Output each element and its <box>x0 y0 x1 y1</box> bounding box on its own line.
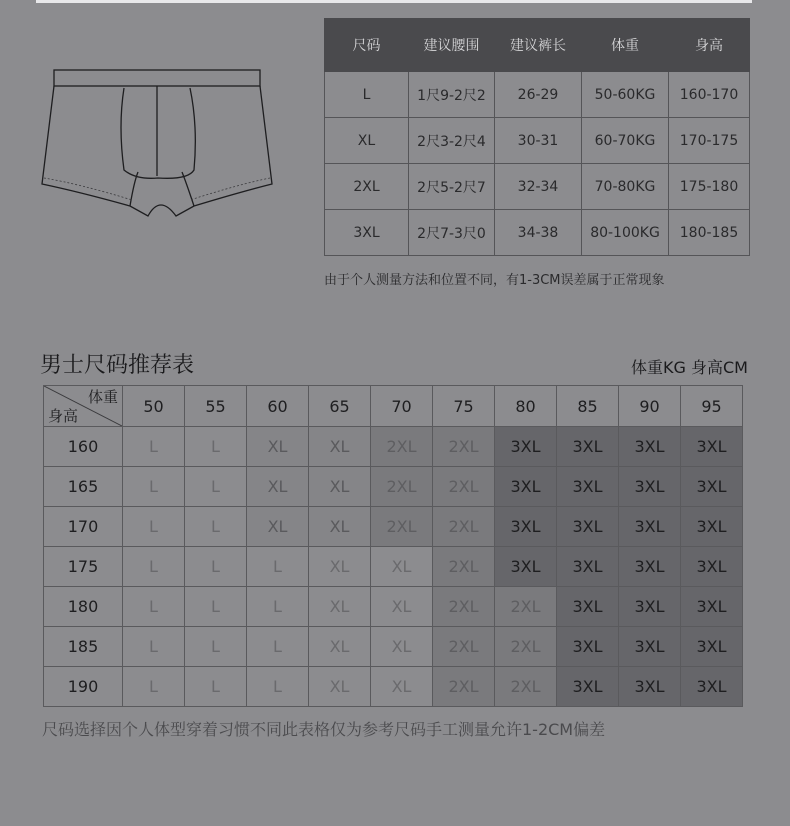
header-weight: 体重 <box>582 19 669 72</box>
size-cell: 3XL <box>557 547 619 587</box>
cell-size: L <box>325 72 409 118</box>
size-cell: 2XL <box>433 667 495 707</box>
cell-weight: 70-80KG <box>582 164 669 210</box>
cell-size: XL <box>325 118 409 164</box>
size-cell: 3XL <box>681 547 743 587</box>
size-cell: 3XL <box>619 627 681 667</box>
size-cell: L <box>123 587 185 627</box>
size-cell: 3XL <box>681 587 743 627</box>
header-length: 建议裤长 <box>495 19 582 72</box>
height-label: 185 <box>44 627 123 667</box>
size-cell: XL <box>309 627 371 667</box>
weight-header: 65 <box>309 386 371 427</box>
weight-header: 60 <box>247 386 309 427</box>
cell-size: 2XL <box>325 164 409 210</box>
size-cell: L <box>247 587 309 627</box>
size-cell: L <box>247 547 309 587</box>
size-cell: 3XL <box>557 627 619 667</box>
header-waist: 建议腰围 <box>409 19 495 72</box>
table-row <box>44 427 743 467</box>
size-cell: XL <box>309 547 371 587</box>
height-label: 165 <box>44 467 123 507</box>
cell-length: 34-38 <box>495 210 582 256</box>
height-label: 175 <box>44 547 123 587</box>
size-cell: 3XL <box>557 467 619 507</box>
size-recommend-table <box>43 385 743 707</box>
size-cell: L <box>123 547 185 587</box>
table-row <box>44 667 743 707</box>
weight-header: 75 <box>433 386 495 427</box>
size-cell: 3XL <box>619 547 681 587</box>
table-row <box>325 210 750 256</box>
size-cell: L <box>247 667 309 707</box>
table-row <box>44 507 743 547</box>
weight-header: 70 <box>371 386 433 427</box>
size-cell: L <box>123 427 185 467</box>
cell-length: 26-29 <box>495 72 582 118</box>
size-cell: 3XL <box>681 627 743 667</box>
size-cell: 3XL <box>557 507 619 547</box>
cell-height: 180-185 <box>669 210 750 256</box>
size-cell: 2XL <box>495 667 557 707</box>
recommend-header-row <box>44 386 743 427</box>
reference-note: 尺码选择因个人体型穿着习惯不同此表格仅为参考尺码手工测量允许1-2CM偏差 <box>42 720 606 739</box>
cell-weight: 80-100KG <box>582 210 669 256</box>
size-cell: 3XL <box>619 467 681 507</box>
size-cell: 3XL <box>557 427 619 467</box>
size-cell: L <box>123 507 185 547</box>
size-cell: XL <box>371 547 433 587</box>
size-cell: 2XL <box>371 507 433 547</box>
size-cell: 3XL <box>681 467 743 507</box>
table-row <box>325 164 750 210</box>
cell-waist: 2尺5-2尺7 <box>409 164 495 210</box>
cell-length: 30-31 <box>495 118 582 164</box>
size-cell: XL <box>309 427 371 467</box>
size-cell: 3XL <box>495 427 557 467</box>
size-cell: XL <box>309 507 371 547</box>
table-row <box>44 467 743 507</box>
size-cell: L <box>185 627 247 667</box>
cell-size: 3XL <box>325 210 409 256</box>
size-cell: L <box>123 667 185 707</box>
size-cell: XL <box>247 507 309 547</box>
size-cell: 3XL <box>495 547 557 587</box>
cell-weight: 50-60KG <box>582 72 669 118</box>
height-label: 170 <box>44 507 123 547</box>
height-label: 160 <box>44 427 123 467</box>
boxer-brief-illustration <box>40 66 276 222</box>
size-cell: 2XL <box>433 427 495 467</box>
size-cell: 2XL <box>371 427 433 467</box>
size-cell: 2XL <box>495 587 557 627</box>
weight-header: 50 <box>123 386 185 427</box>
size-cell: L <box>185 547 247 587</box>
table-row <box>44 547 743 587</box>
cell-height: 160-170 <box>669 72 750 118</box>
size-cell: 3XL <box>681 667 743 707</box>
table-row <box>44 627 743 667</box>
cell-waist: 1尺9-2尺2 <box>409 72 495 118</box>
weight-header: 80 <box>495 386 557 427</box>
size-cell: L <box>123 627 185 667</box>
table-row <box>44 587 743 627</box>
size-cell: 3XL <box>619 667 681 707</box>
weight-header: 90 <box>619 386 681 427</box>
size-cell: 2XL <box>433 467 495 507</box>
size-cell: L <box>185 587 247 627</box>
size-cell: L <box>185 507 247 547</box>
recommend-title: 男士尺码推荐表 <box>40 353 195 378</box>
size-cell: 2XL <box>495 627 557 667</box>
corner-height-label: 身高 <box>48 407 79 425</box>
size-cell: L <box>185 467 247 507</box>
size-cell: 2XL <box>433 587 495 627</box>
header-size: 尺码 <box>325 19 409 72</box>
cell-waist: 2尺3-2尺4 <box>409 118 495 164</box>
cell-waist: 2尺7-3尺0 <box>409 210 495 256</box>
size-cell: 3XL <box>557 667 619 707</box>
cell-length: 32-34 <box>495 164 582 210</box>
size-cell: 2XL <box>371 467 433 507</box>
size-cell: 3XL <box>681 507 743 547</box>
table-row <box>325 72 750 118</box>
header-height: 身高 <box>669 19 750 72</box>
size-cell: 3XL <box>681 427 743 467</box>
cell-height: 175-180 <box>669 164 750 210</box>
weight-header: 85 <box>557 386 619 427</box>
size-spec-header-row <box>325 19 750 72</box>
size-cell: XL <box>371 667 433 707</box>
size-cell: 3XL <box>619 427 681 467</box>
table-row <box>325 118 750 164</box>
size-cell: XL <box>371 627 433 667</box>
corner-weight-label: 体重 <box>87 388 118 406</box>
size-cell: 2XL <box>433 627 495 667</box>
corner-cell <box>44 386 123 427</box>
size-cell: 3XL <box>619 507 681 547</box>
cell-height: 170-175 <box>669 118 750 164</box>
size-cell: XL <box>309 467 371 507</box>
top-divider <box>36 0 752 3</box>
cell-weight: 60-70KG <box>582 118 669 164</box>
size-cell: 3XL <box>619 587 681 627</box>
size-cell: 2XL <box>433 507 495 547</box>
weight-header: 95 <box>681 386 743 427</box>
size-cell: L <box>185 427 247 467</box>
size-cell: 3XL <box>495 507 557 547</box>
recommend-units: 体重KG 身高CM <box>631 358 748 377</box>
size-cell: L <box>185 667 247 707</box>
size-cell: XL <box>309 587 371 627</box>
size-cell: 3XL <box>495 467 557 507</box>
size-cell: L <box>123 467 185 507</box>
size-cell: XL <box>247 467 309 507</box>
height-label: 190 <box>44 667 123 707</box>
weight-header: 55 <box>185 386 247 427</box>
size-cell: L <box>247 627 309 667</box>
measurement-note: 由于个人测量方法和位置不同，有1-3CM误差属于正常现象 <box>324 273 665 288</box>
size-cell: XL <box>371 587 433 627</box>
size-cell: 2XL <box>433 547 495 587</box>
size-cell: 3XL <box>557 587 619 627</box>
height-label: 180 <box>44 587 123 627</box>
size-cell: XL <box>309 667 371 707</box>
size-spec-table <box>324 18 750 256</box>
size-cell: XL <box>247 427 309 467</box>
